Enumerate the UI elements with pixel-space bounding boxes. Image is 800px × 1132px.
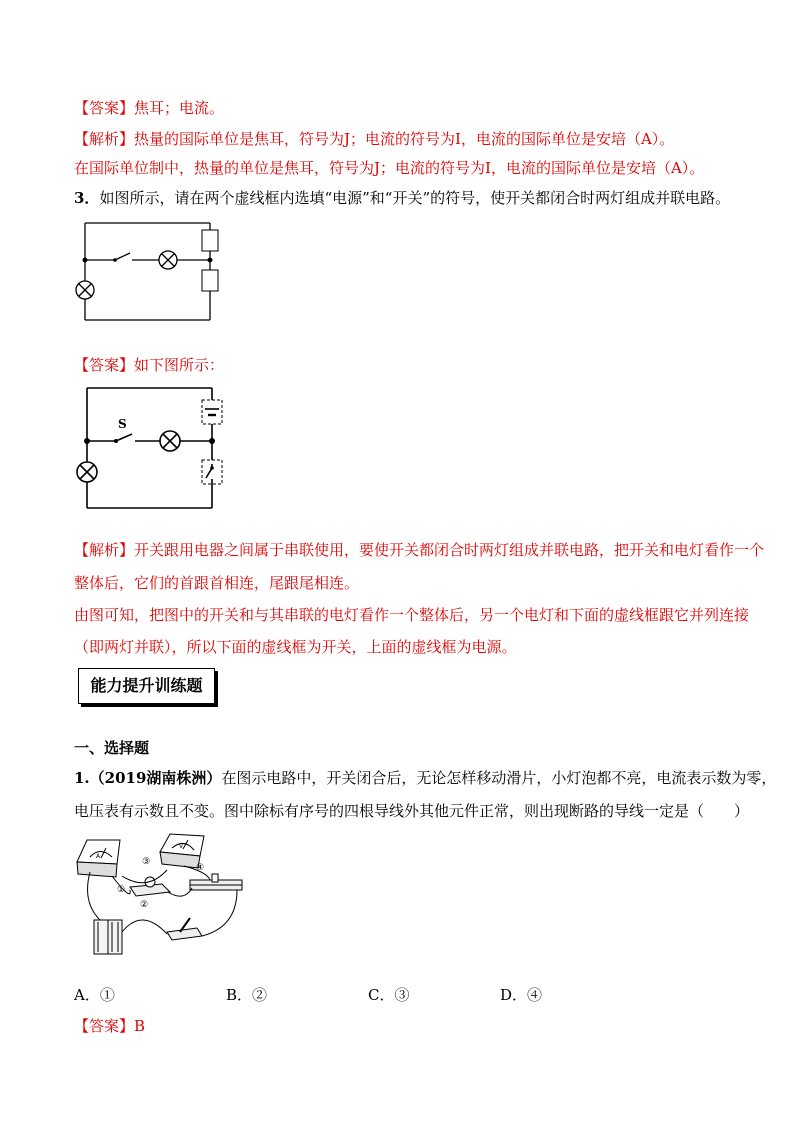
- answer-line-1: [74, 98, 224, 118]
- analysis-line-2: [74, 158, 704, 178]
- question-source: （2019湖南株洲）: [89, 769, 222, 787]
- option-b[interactable]: B．②: [226, 986, 268, 1004]
- analysis-text-2: 整体后，它们的首跟首相连，尾跟尾相连。: [74, 574, 360, 592]
- wire-label-4: ④: [196, 863, 205, 873]
- question-number: 3．: [74, 189, 100, 207]
- analysis-line-1: [74, 129, 674, 149]
- answer-tag: 【答案】: [74, 356, 135, 374]
- question-1-line-1: [74, 768, 776, 788]
- analysis-text-4: （即两灯并联），所以下面的虚线框为开关，上面的虚线框为电源。: [74, 638, 517, 656]
- question-text: 在图示电路中，开关闭合后，无论怎样移动滑片，小灯泡都不亮，电流表示数为零，: [221, 769, 777, 787]
- question-3: [74, 188, 730, 208]
- analysis-tag: 【解析】: [74, 130, 135, 148]
- answer-text: B: [134, 1017, 146, 1035]
- voltmeter-label: V: [179, 843, 184, 850]
- option-a[interactable]: A．①: [74, 986, 115, 1004]
- analysis-text: 开关跟用电器之间属于串联使用，要使开关都闭合时两灯组成并联电路，把开关和电灯看作一个: [134, 541, 765, 559]
- option-c[interactable]: C．③: [368, 986, 410, 1004]
- wire-label-3: ③: [142, 857, 151, 867]
- analysis-3-line-3: [74, 605, 749, 625]
- subsection-title: 一、选择题: [74, 739, 150, 757]
- analysis-text: 热量的国际单位是焦耳，符号为J；电流的符号为I，电流的国际单位是安培（A）。: [134, 130, 675, 148]
- wire-label-2: ②: [140, 900, 149, 910]
- analysis-3-line-1: [74, 540, 764, 560]
- question-1-line-2: [74, 801, 749, 821]
- answer-line-3: [74, 355, 224, 375]
- analysis-text-3: 由图可知，把图中的开关和与其串联的电灯看作一个整体后，另一个电灯和下面的虚线框跟它并列连接: [74, 606, 750, 624]
- section-title-box: 能力提升训练题: [78, 668, 215, 704]
- ammeter-label: A: [96, 853, 101, 860]
- question-number: 1.: [74, 769, 90, 787]
- circuit-diagram-answer: [70, 378, 245, 513]
- analysis-tag: 【解析】: [74, 541, 135, 559]
- analysis-3-line-4: [74, 637, 517, 657]
- answer-tag: 【答案】: [74, 1017, 135, 1035]
- answer-tag: 【答案】: [74, 99, 135, 117]
- analysis-3-line-2: [74, 573, 359, 593]
- wire-label-1: ①: [117, 885, 126, 895]
- question-text: 如图所示，请在两个虚线框内选填“电源”和“开关”的符号，使开关都闭合时两灯组成并联电路。: [99, 189, 731, 207]
- apparatus-diagram: [72, 832, 247, 967]
- switch-label: S: [118, 417, 127, 431]
- answer-text: 焦耳；电流。: [134, 99, 225, 117]
- analysis-text-2: 在国际单位制中，热量的单位是焦耳，符号为J；电流的符号为I，电流的国际单位是安培（A）。: [74, 159, 705, 177]
- option-d[interactable]: D．④: [500, 986, 543, 1004]
- answer-line-q1: [74, 1016, 145, 1036]
- question-text-2: 电压表有示数且不变。图中除标有序号的四根导线外其他元件正常，则出现断路的导线一定是（ ）: [74, 802, 750, 820]
- circuit-diagram-question: [70, 215, 240, 330]
- answer-text: 如下图所示：: [134, 356, 225, 374]
